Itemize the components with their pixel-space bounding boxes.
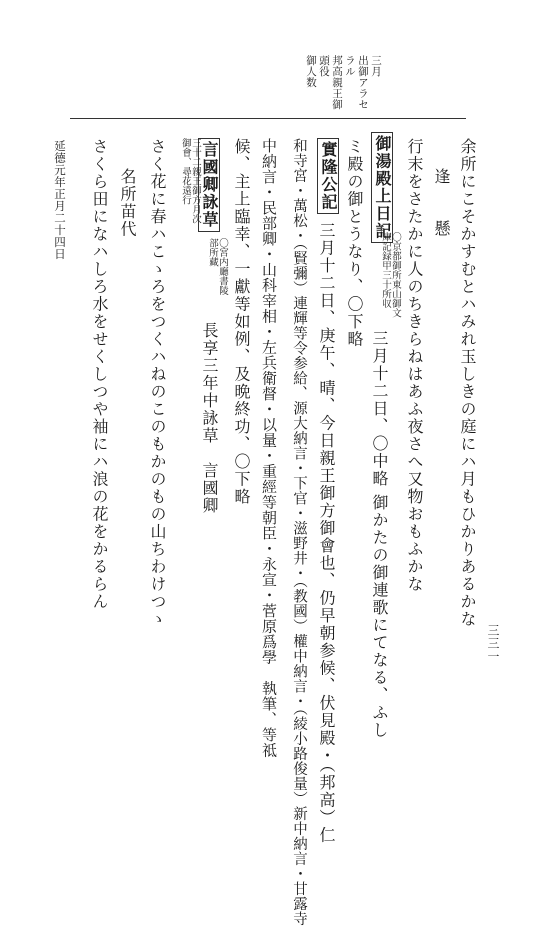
poem-topic-meisho-nawashiro: 名所苗代 (118, 168, 137, 238)
header-note-6: 御人数 (305, 55, 317, 88)
header-note-2: 出御アラセ (357, 55, 369, 110)
date-entry: 延德元年正月二十四日 (53, 140, 67, 260)
source-title-oyudono (371, 132, 393, 243)
sanetaka-line-3: 中納言・民部卿・山科宰相・左兵衛督・以量・重經等朝臣・永宣・菅原爲學 執筆、等祗 (260, 138, 278, 758)
sanetaka-line-2: 和寺宮・萬松・（賢彌）連輝等令参給、源大納言・下官・滋野井・（教國）權中納言・（綾小路俊量）新中納言・甘露寺 (291, 138, 307, 926)
header-note-1: 三月 (370, 55, 382, 77)
poem-line-1: 余所にこそかすむとハみれ玉しきの庭にハ月もひかりあるかな (458, 138, 477, 628)
source-note-oyudono: 〇京都御所東山御文庫記録甲三十所収 (380, 232, 401, 318)
kotokuni-occasion: 三十二親王御方月次御會、尋花遠行 (180, 138, 201, 224)
poem-topic-au-koi: 逢 懸 (432, 168, 451, 246)
header-rule (70, 118, 466, 119)
oyudono-line-1: 三月十二日、〇中略 御かたの御連歌にてなる、ふし (370, 330, 389, 740)
source-title-oyudono-text: 御湯殿上日記 (373, 135, 392, 240)
source-title-kotokuni-text: 言國卿詠草 (200, 141, 219, 229)
poem-line-2: 行末をさたかに人のちきらねはあふ夜さへ又物おもふかな (405, 138, 424, 593)
poem-line-3: さく花に春ハこゝろをつくハねのこのもかのもの山ちわけつゝ (148, 138, 167, 628)
source-note-kotokuni: 〇宮内廳書陵部所藏 (207, 238, 228, 295)
oyudono-line-2: ミ殿の御とうなり、〇下略 (345, 138, 364, 348)
source-title-sanetaka-text: 實隆公記 (319, 141, 338, 211)
sanetaka-line-1: 三月十二日、庚午、晴、今日親王御方御會也、仍早朝参候、伏見殿・（邦高）仁 (317, 222, 336, 844)
source-title-sanetaka (317, 138, 339, 214)
page-number: 三三一 (486, 624, 500, 663)
poem-line-4: さくら田になハしろ水をせくしつや袖にハ浪の花をかるらん (90, 138, 109, 611)
header-note-3: ラル (344, 55, 356, 77)
sanetaka-line-4: 候、主上臨幸、一獻等如例、及晩終功、〇下略 (232, 138, 251, 506)
source-title-kotokuni (198, 138, 220, 232)
kotokuni-heading: 長享三年中詠草 言國卿 (200, 322, 219, 515)
header-note-5: 頭役 (318, 55, 330, 77)
header-note-4: 邦高親王御 (331, 55, 343, 110)
